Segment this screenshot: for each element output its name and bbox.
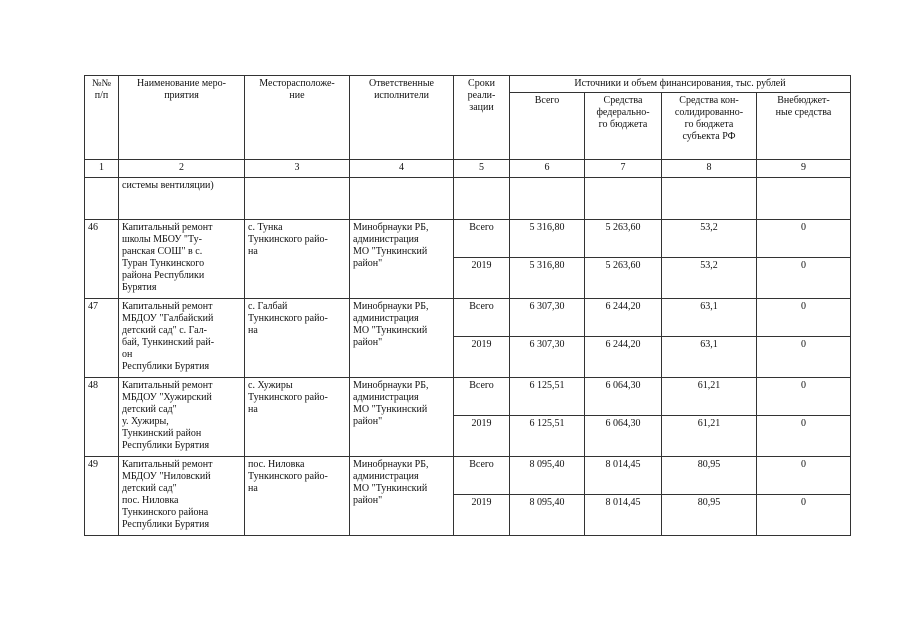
- row-name: Капитальный ремонт школы МБОУ "Ту- ранская СОШ" в с. Туран Тункинского района Республики Бурятия: [119, 220, 245, 299]
- header-terms: Сроки реали- зации: [454, 76, 510, 160]
- header-regional: Средства кон- солидированно- го бюджета субъекта РФ: [662, 93, 757, 160]
- total-cell: 6 307,30: [510, 337, 585, 378]
- row-location: пос. Ниловка Тункинского райо- на: [245, 457, 350, 536]
- table-row: [85, 378, 851, 416]
- row-number: 48: [85, 378, 119, 457]
- federal-cell: 5 263,60: [585, 258, 662, 299]
- row-location: с. Тунка Тункинского райо- на: [245, 220, 350, 299]
- header-funding: Источники и объем финансирования, тыс. рублей: [510, 76, 851, 93]
- extra-cell: 0: [757, 495, 851, 536]
- extra-cell: 0: [757, 416, 851, 457]
- total-cell: 8 095,40: [510, 457, 585, 495]
- term-cell: 2019: [454, 416, 510, 457]
- column-number: 2: [119, 160, 245, 178]
- column-number: 3: [245, 160, 350, 178]
- term-cell: Всего: [454, 378, 510, 416]
- federal-cell: 8 014,45: [585, 495, 662, 536]
- row-executors: Минобрнауки РБ, администрация МО "Тункинский район": [350, 299, 454, 378]
- regional-cell: 63,1: [662, 299, 757, 337]
- continuation-text: системы вентиляции): [119, 178, 245, 220]
- total-cell: 6 125,51: [510, 378, 585, 416]
- row-name: Капитальный ремонт МБДОУ "Ниловский детский сад" пос. Ниловка Тункинского района Республики Бурятия: [119, 457, 245, 536]
- column-number: 4: [350, 160, 454, 178]
- row-executors: Минобрнауки РБ, администрация МО "Тункинский район": [350, 220, 454, 299]
- continuation-row: [85, 178, 851, 220]
- table-row: [85, 299, 851, 337]
- regional-cell: 53,2: [662, 220, 757, 258]
- column-number: 8: [662, 160, 757, 178]
- row-executors: Минобрнауки РБ, администрация МО "Тункинский район": [350, 457, 454, 536]
- column-numbers-row: [85, 160, 851, 178]
- regional-cell: 53,2: [662, 258, 757, 299]
- term-cell: 2019: [454, 495, 510, 536]
- column-number: 7: [585, 160, 662, 178]
- term-cell: 2019: [454, 258, 510, 299]
- federal-cell: 5 263,60: [585, 220, 662, 258]
- extra-cell: 0: [757, 337, 851, 378]
- row-number: 49: [85, 457, 119, 536]
- regional-cell: 80,95: [662, 457, 757, 495]
- row-number: 46: [85, 220, 119, 299]
- extra-cell: 0: [757, 457, 851, 495]
- extra-cell: 0: [757, 258, 851, 299]
- federal-cell: 6 064,30: [585, 378, 662, 416]
- header-row-top: [85, 76, 851, 93]
- column-number: 5: [454, 160, 510, 178]
- header-num: №№ п/п: [85, 76, 119, 160]
- header-executors: Ответственные исполнители: [350, 76, 454, 160]
- row-number: 47: [85, 299, 119, 378]
- total-cell: 6 125,51: [510, 416, 585, 457]
- header-federal: Средства федерально- го бюджета: [585, 93, 662, 160]
- federal-cell: 6 064,30: [585, 416, 662, 457]
- regional-cell: 61,21: [662, 378, 757, 416]
- row-location: с. Хужиры Тункинского райо- на: [245, 378, 350, 457]
- regional-cell: 61,21: [662, 416, 757, 457]
- total-cell: 8 095,40: [510, 495, 585, 536]
- table-row: [85, 457, 851, 495]
- table-row: [85, 220, 851, 258]
- term-cell: Всего: [454, 299, 510, 337]
- term-cell: Всего: [454, 457, 510, 495]
- column-number: 1: [85, 160, 119, 178]
- header-total: Всего: [510, 93, 585, 160]
- total-cell: 5 316,80: [510, 220, 585, 258]
- row-executors: Минобрнауки РБ, администрация МО "Тункинский район": [350, 378, 454, 457]
- header-location: Месторасположе- ние: [245, 76, 350, 160]
- table-body: [85, 220, 851, 536]
- row-name: Капитальный ремонт МБДОУ "Хужирский детский сад" у. Хужиры, Тункинский район Республики Бурятия: [119, 378, 245, 457]
- funding-table: [84, 75, 851, 536]
- extra-cell: 0: [757, 378, 851, 416]
- row-name: Капитальный ремонт МБДОУ "Галбайский детский сад" с. Гал- бай, Тункинский рай- он Республики Бурятия: [119, 299, 245, 378]
- federal-cell: 6 244,20: [585, 299, 662, 337]
- extra-cell: 0: [757, 299, 851, 337]
- column-number: 9: [757, 160, 851, 178]
- term-cell: 2019: [454, 337, 510, 378]
- regional-cell: 63,1: [662, 337, 757, 378]
- extra-cell: 0: [757, 220, 851, 258]
- column-number: 6: [510, 160, 585, 178]
- header-extra: Внебюджет- ные средства: [757, 93, 851, 160]
- header-name: Наименование меро- приятия: [119, 76, 245, 160]
- total-cell: 5 316,80: [510, 258, 585, 299]
- total-cell: 6 307,30: [510, 299, 585, 337]
- federal-cell: 8 014,45: [585, 457, 662, 495]
- row-location: с. Галбай Тункинского райо- на: [245, 299, 350, 378]
- regional-cell: 80,95: [662, 495, 757, 536]
- federal-cell: 6 244,20: [585, 337, 662, 378]
- term-cell: Всего: [454, 220, 510, 258]
